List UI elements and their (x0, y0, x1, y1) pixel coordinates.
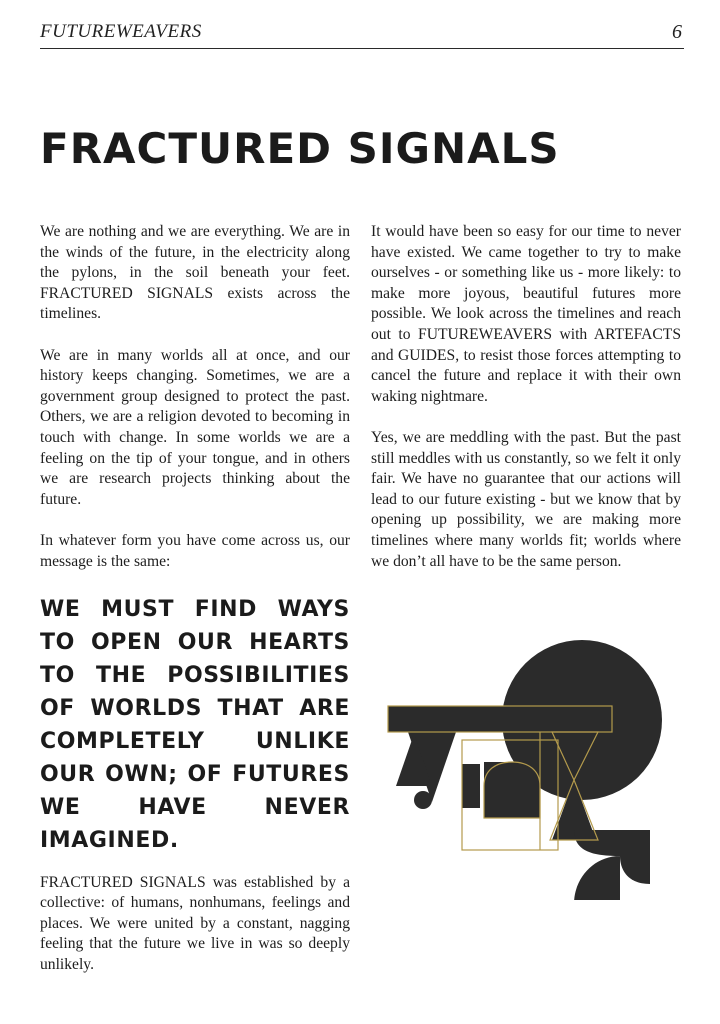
left-column (40, 222, 350, 996)
pull-quote: WE MUST FIND WAYS TO OPEN OUR HEARTS TO THE POSSIBILITIES OF WORLDS THAT ARE COMPLETELY UNLIKE OUR OWN; OF FUTURES WE HAVE NEVER IMAGINED. (40, 596, 350, 853)
geometric-illustration (384, 630, 684, 900)
message-intro-paragraph: In whatever form you have come across us, our message is the same: (40, 531, 350, 570)
origin-paragraph: FRACTURED SIGNALS was established by a collective: of humans, nonhumans, feelings and places. We were united by a constant, nagging feeling that the future we live in was so deeply unlikely. (40, 873, 350, 974)
small-square-shape (462, 764, 480, 808)
arch-block-shape (484, 762, 540, 818)
page-number: 6 (672, 21, 682, 43)
horizontal-bar-shape (388, 706, 568, 732)
publication-title: FUTUREWEAVERS (40, 21, 202, 42)
small-circle-shape (414, 791, 432, 809)
running-header (40, 18, 684, 49)
history-paragraph: We are in many worlds all at once, and our history keeps changing. Sometimes, we are a government group designed to protect the past. Others, we are a religion devoted to becoming in touch with change. In some worlds we are a feeling on the tip of your tongue, and in others we are research projects thinking about the future. (40, 346, 350, 508)
quarter-arc-shape (620, 830, 650, 884)
purpose-paragraph: It would have been so easy for our time to never have existed. We came together to try to make ourselves - or something like us - more likely: to make more joyous, beautiful futures more possible. We look across the timelines and reach out to FUTUREWEAVERS with ARTEFACTS and GUIDES, to resist those forces attempting to cancel the future and replace it with their own waking nightmare. (371, 223, 681, 405)
right-column (371, 222, 681, 593)
meddling-paragraph: Yes, we are meddling with the past. But the past still meddles with us constantly, so we felt it only fair. We have no guarantee that our actions will lead to our future existing - but we know that by opening up possibility, we are making more timelines where many worlds fit; worlds where we don’t all have to be the same person. (371, 428, 681, 570)
intro-paragraph: We are nothing and we are everything. We are in the winds of the future, in the electricity along the pylons, in the soil beneath your feet. FRACTURED SIGNALS exists across the timelines. (40, 223, 350, 323)
page-title: FRACTURED SIGNALS (40, 124, 560, 173)
